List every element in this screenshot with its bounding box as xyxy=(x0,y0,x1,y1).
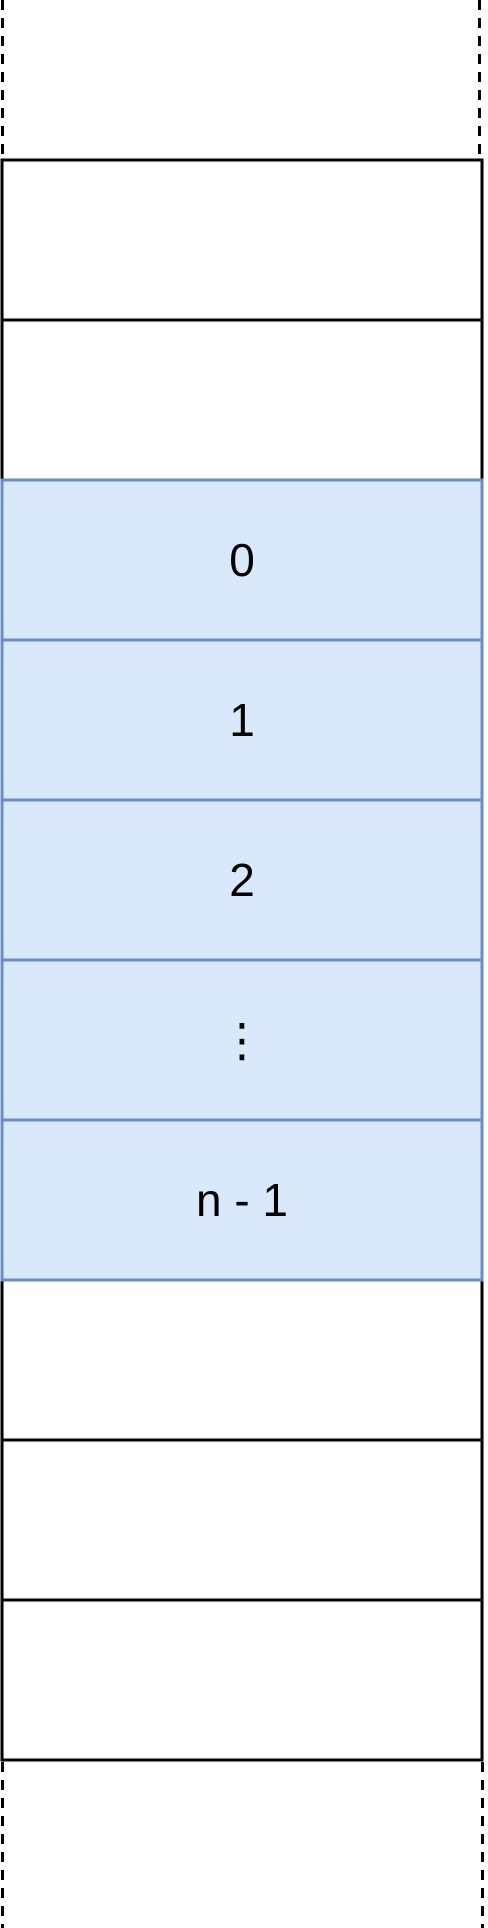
array-element-cell xyxy=(2,640,482,800)
cell-box xyxy=(2,1280,482,1440)
array-element-cell xyxy=(2,1120,482,1280)
cell-box xyxy=(2,1440,482,1600)
cell-index-label: ⋮ xyxy=(219,1014,265,1066)
array-element-cell xyxy=(2,960,482,1120)
top-continuation xyxy=(3,0,480,160)
cell-index-label: 0 xyxy=(229,534,255,586)
cell-index-label: n - 1 xyxy=(195,1174,289,1226)
memory-cell xyxy=(2,1600,482,1760)
array-element-cell xyxy=(2,480,482,640)
memory-cell xyxy=(2,320,482,480)
memory-cell xyxy=(2,1440,482,1600)
bottom-continuation xyxy=(3,1762,483,1928)
memory-cell xyxy=(2,1280,482,1440)
cell-index-label: 2 xyxy=(229,854,255,906)
cell-box xyxy=(2,320,482,480)
memory-cell xyxy=(2,160,482,320)
cell-box xyxy=(2,1600,482,1760)
cell-index-label: 1 xyxy=(229,694,255,746)
cell-box xyxy=(2,160,482,320)
array-element-cell xyxy=(2,800,482,960)
memory-cells xyxy=(2,160,482,1760)
